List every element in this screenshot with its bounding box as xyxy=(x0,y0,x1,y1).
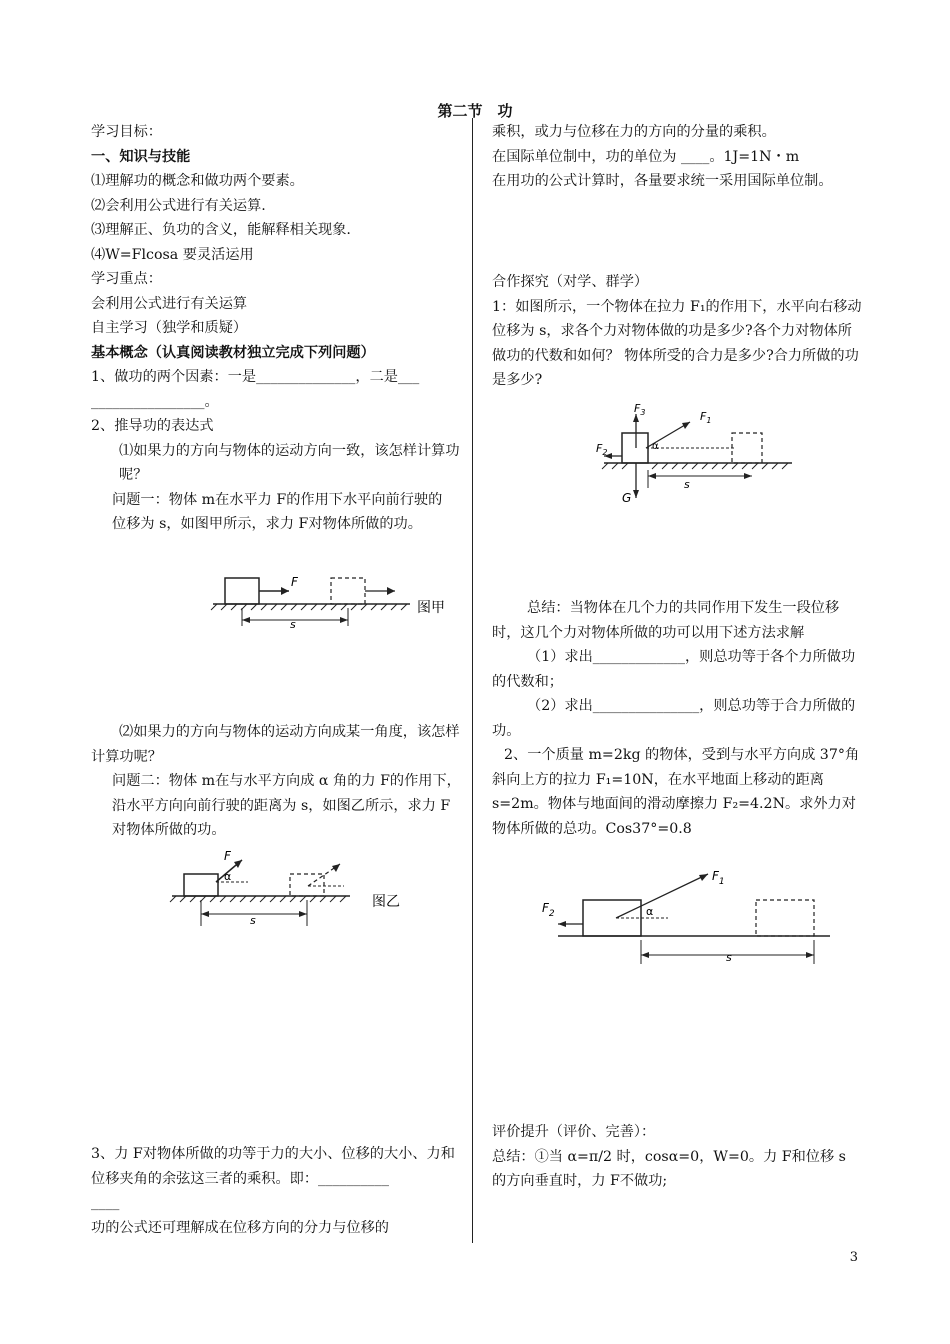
summary-text: 总结：当物体在几个力的共同作用下发生一段位移时，这几个力对物体所做的功可以用下述方法求解 xyxy=(492,600,840,641)
figure-yi xyxy=(168,846,428,931)
summary-step-2: （2）求出_______________，则总功等于合力所做的功。 xyxy=(492,698,856,739)
question-2a: ⑴如果力的方向与物体的运动方向一致，该怎样计算功呢？ xyxy=(119,442,460,483)
objective-4: ⑷W=Flcosa 要灵活运用 xyxy=(91,246,254,263)
question-3: 3、力 F对物体所做的功等于力的大小、位移的大小、力和位移夹角的余弦这三者的乘积。即：__________ xyxy=(91,1146,455,1187)
objectives-heading: 学习目标： xyxy=(91,124,162,140)
objective-3: ⑶理解正、负功的含义，能解释相关现象. xyxy=(91,222,351,238)
figure-jia-label: 图甲 xyxy=(417,600,445,616)
column-divider xyxy=(472,118,473,1243)
right-coop xyxy=(492,270,864,393)
page-number: 3 xyxy=(849,1250,858,1265)
objective-1: ⑴理解功的概念和做功两个要素。 xyxy=(91,173,304,189)
question-1-cont: ________________。 xyxy=(91,393,219,410)
gravity-label-g: G xyxy=(622,491,632,505)
eval-summary: 总结：①当 α=π/2 时，cosα=0，W=0。力 F和位移 s 的方向垂直时，力 F不做功; xyxy=(492,1148,846,1189)
right-text-3: 在用功的公式计算时，各量要求统一采用国际单位制。 xyxy=(492,173,833,189)
force-label-f1-ex2: $F_1$ xyxy=(712,869,725,887)
displacement-label-s-yi: s xyxy=(250,914,256,927)
problem-2: 问题二：物体 m在与水平方向成 α 角的力 F的作用下，沿水平方向向前行驶的距离为 s，如图乙所示，求力 F对物体所做的功。 xyxy=(112,773,461,838)
page-title: 第二节 功 xyxy=(437,102,513,120)
force-label-f1: $F_1$ xyxy=(700,410,712,425)
concept-heading: 基本概念（认真阅读教材独立完成下列问题） xyxy=(91,344,375,361)
objective-2: ⑵会利用公式进行有关运算. xyxy=(91,197,266,214)
right-summary xyxy=(492,596,864,841)
displacement-label-s: s xyxy=(290,618,296,630)
question-1: 1、做功的两个因素：一是______________，二是___ xyxy=(91,369,420,385)
figure-yi-label: 图乙 xyxy=(372,894,400,910)
angle-alpha-ex2: α xyxy=(646,905,654,918)
coop-heading: 合作探究（对学、群学） xyxy=(492,274,649,290)
summary-step-1: （1）求出_____________，则总功等于各个力所做功的代数和； xyxy=(492,649,856,690)
question-2b: ⑵如果力的方向与物体的运动方向成某一角度，该怎样计算功呢？ xyxy=(91,724,460,765)
left-column xyxy=(91,120,463,537)
left-column-bottom xyxy=(91,1142,463,1240)
force-label-f-yi: F xyxy=(224,849,231,863)
force-label-f2-ex2: $F_2$ xyxy=(542,901,555,919)
right-column xyxy=(492,120,864,194)
force-label-f3: $F_3$ xyxy=(634,402,646,417)
problem-1: 问题一：物体 m在水平力 F的作用下水平向前行驶的位移为 s，如图甲所示，求力 F对物体所做的功。 xyxy=(112,491,443,532)
figure-example-1 xyxy=(594,398,804,508)
force-label-f2: $F_2$ xyxy=(596,442,608,457)
question-3-note: 功的公式还可理解成在位移方向的分力与位移的 xyxy=(91,1219,389,1236)
displacement-label-s-ex2: s xyxy=(726,951,732,964)
force-label-f: F xyxy=(291,575,298,589)
self-study: 自主学习（独学和质疑） xyxy=(91,320,248,336)
figure-jia xyxy=(205,570,465,630)
example-2: 2、一个质量 m=2kg 的物体，受到与水平方向成 37°角斜向上方的拉力 F₁=10N，在水平地面上移动的距离 s=2m。物体与地面间的滑动摩擦力 F₂=4.2N。求外力对物体所做的总功。Cos37°=0.8 xyxy=(492,747,860,837)
displacement-label-s-ex1: s xyxy=(684,478,690,491)
right-text-1: 乘积，或力与位移在力的方向的分量的乘积。 xyxy=(492,124,776,140)
figure-example-2 xyxy=(540,866,840,966)
angle-alpha-yi: α xyxy=(224,870,232,883)
eval-heading: 评价提升（评价、完善）： xyxy=(492,1124,656,1140)
example-1: 1：如图所示，一个物体在拉力 F₁的作用下，水平向右移动位移为 s，求各个力对物体做的功是多少?各个力对物体所做功的代数和如何？ 物体所受的合力是多少?合力所做的功是多少? xyxy=(492,298,862,388)
left-column-lower xyxy=(91,720,463,843)
right-text-2: 在国际单位制中，功的单位为 ____。1J=1N・m xyxy=(492,148,800,165)
question-2: 2、推导功的表达式 xyxy=(91,418,214,434)
knowledge-heading: 一、知识与技能 xyxy=(91,148,191,165)
focus-heading: 学习重点： xyxy=(91,271,162,287)
right-evaluation xyxy=(492,1120,864,1194)
angle-alpha-ex1: α xyxy=(652,441,659,452)
focus-text: 会利用公式进行有关运算 xyxy=(91,295,248,312)
question-3-cont: ____ xyxy=(91,1195,120,1211)
